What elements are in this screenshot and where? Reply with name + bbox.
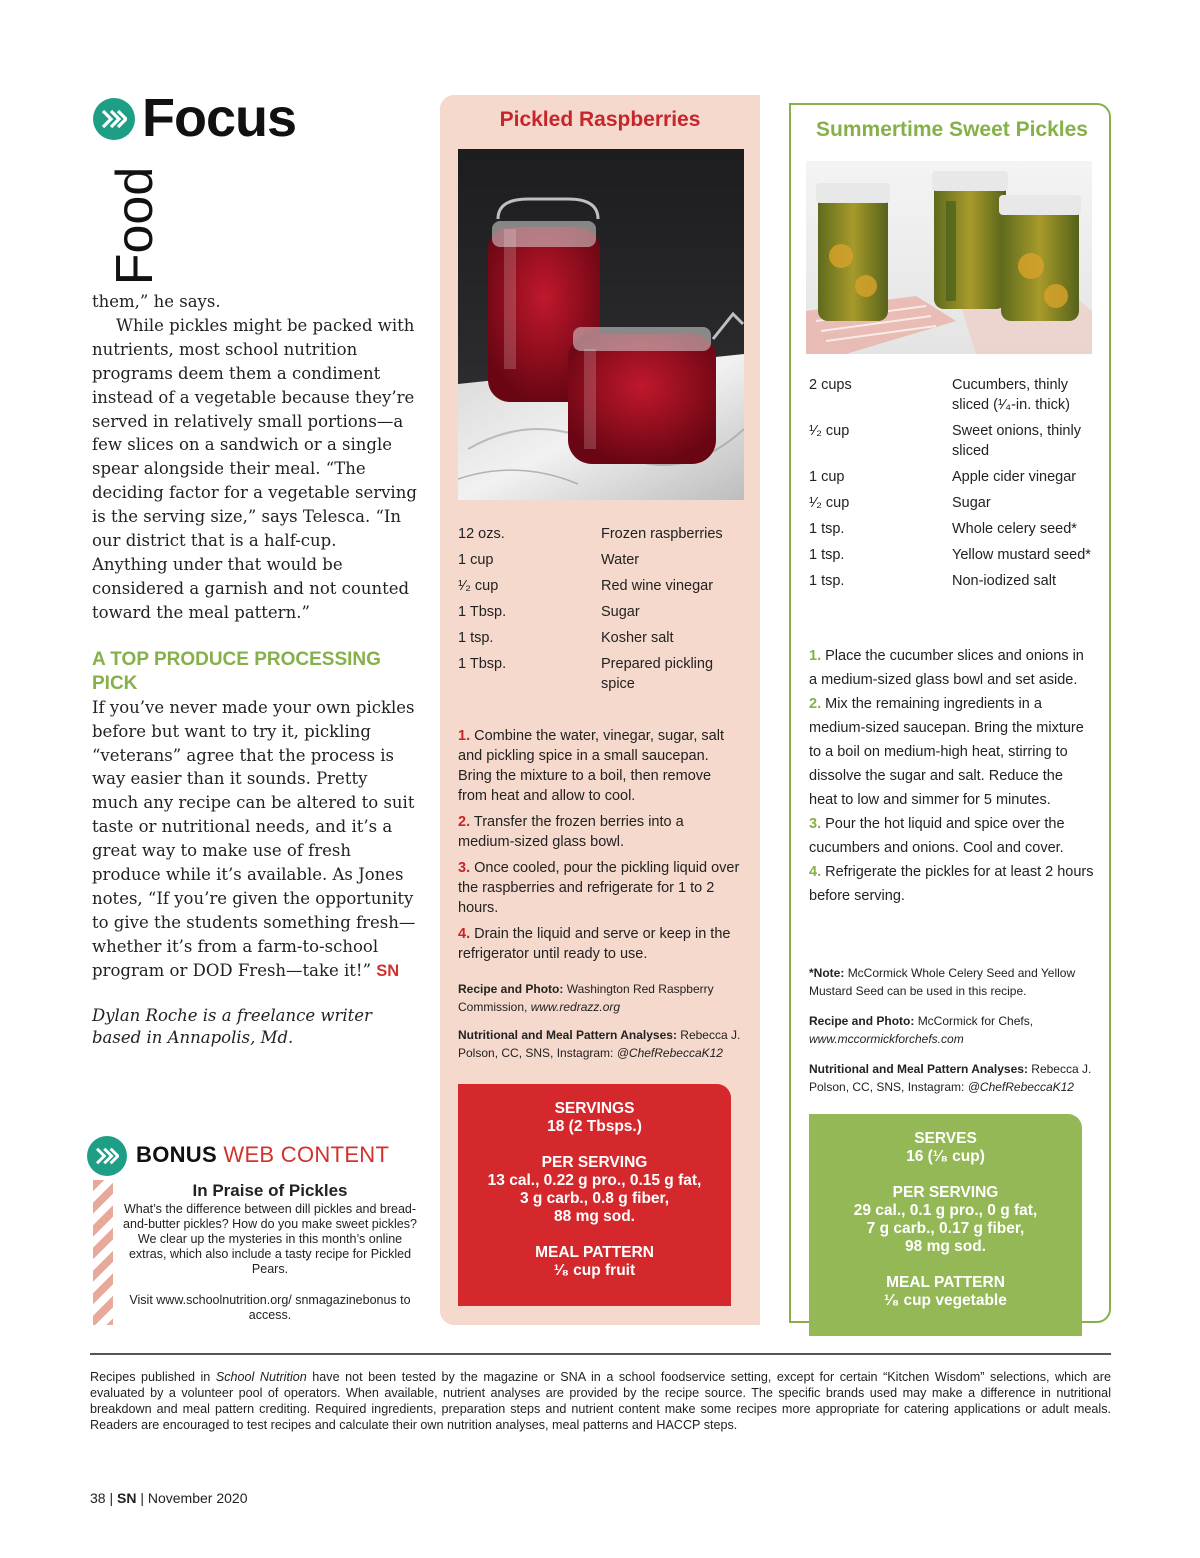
ingredient-name: Frozen raspberries [601, 526, 723, 542]
bonus-description: What’s the difference between dill pickles and bread-and-butter pickles? How do you make sweet pickles? We clear up the mysteries in this month’s online extras, which also include a tasty recipe for Pickled Pears. [123, 1202, 417, 1276]
publication-name: School Nutrition [215, 1370, 307, 1384]
magazine-name: SN [117, 1490, 137, 1506]
ingredient-quantity: 1 tsp. [458, 630, 494, 646]
ingredient-row [809, 493, 1099, 513]
ingredient-row [809, 375, 1099, 415]
ingredient-name: Non-iodized salt [952, 573, 1056, 589]
instagram-handle[interactable]: @ChefRebeccaK12 [616, 1046, 723, 1060]
recipe-title: Pickled Raspberries [499, 108, 701, 131]
subheading: A TOP PRODUCE PROCESSING PICK [92, 648, 381, 694]
ingredient-quantity: 1 tsp. [809, 573, 845, 589]
per-serving-label: PER SERVING [892, 1184, 999, 1201]
step-number: 4. [809, 864, 822, 880]
separator: | [109, 1490, 114, 1506]
note-text: McCormick Whole Celery Seed and Yellow Mustard Seed can be used in this recipe. [809, 966, 1076, 998]
paragraph-text: If you’ve never made your own pickles before but want to try it, pickling “veterans” agree that the process is way easier than it sounds. Pretty much any recipe can be altered to suit taste or nutritional needs, and it’s a great way to make use of fresh produce while it’s available. As Jones notes, “If you’re given the opportunity to give the students something fresh—whether it’s from a farm-to-school program or DOD Fresh—take it!” [92, 697, 416, 980]
ingredient-row [809, 545, 1099, 565]
credit-label: Recipe and Photo: [458, 982, 564, 996]
ingredient-row [458, 602, 748, 622]
analysis-source: Rebecca J. Polson, CC, SNS, Instagram: [809, 1062, 1092, 1094]
meal-pattern-value: ¹⁄₈ cup vegetable [884, 1292, 1007, 1309]
ingredient-row [809, 421, 1099, 461]
servings-label: SERVES [914, 1130, 977, 1147]
paragraph [92, 696, 417, 984]
credit-source: Washington Red Raspberry Commission, [458, 982, 714, 1014]
ingredient-quantity: ¹⁄₂ cup [809, 423, 850, 439]
analysis-credit [809, 1060, 1099, 1096]
ingredient-name: Cucumbers, thinly sliced (¹⁄₄-in. thick) [952, 377, 1070, 413]
bonus-link[interactable]: Visit www.schoolnutrition.org/ snmagazinebonus to access. [129, 1293, 411, 1322]
page-folio [90, 1490, 248, 1506]
page-number: 38 [90, 1490, 106, 1506]
step-text: Mix the remaining ingredients in a medium-sized saucepan. Bring the mixture to a boil on medium-high heat, stirring to dissolve the sugar and salt. Reduce the heat to low and simmer for 5 minutes. [809, 696, 1084, 808]
instagram-handle[interactable]: @ChefRebeccaK12 [967, 1080, 1074, 1094]
meal-pattern-label: MEAL PATTERN [535, 1244, 654, 1261]
chevron-right-icon [87, 1136, 127, 1176]
ingredient-name: Sugar [952, 495, 991, 511]
nutrition-box [458, 1084, 731, 1306]
credit-url[interactable]: www.redrazz.org [530, 1000, 621, 1014]
per-serving-line: 88 mg sod. [554, 1208, 635, 1225]
analysis-source: Rebecca J. Polson, CC, SNS, Instagram: [458, 1028, 741, 1060]
per-serving-line: 7 g carb., 0.17 g fiber, [866, 1220, 1025, 1237]
end-mark: SN [376, 961, 400, 980]
recipe-step [809, 692, 1094, 812]
recipe-step [458, 858, 744, 918]
issue-date: November 2020 [147, 1490, 248, 1506]
credit-url[interactable]: www.mccormickforchefs.com [809, 1032, 964, 1046]
ingredient-name: Water [601, 552, 640, 568]
recipe-steps [809, 644, 1094, 908]
disclaimer-text: Recipes published in [90, 1370, 216, 1384]
bonus-label-sub: WEB CONTENT [223, 1142, 390, 1167]
ingredient-row [458, 654, 748, 694]
recipe-credits [809, 964, 1099, 1108]
step-text: Place the cucumber slices and onions in a medium-sized glass bowl and set aside. [809, 648, 1084, 688]
ingredient-row [458, 524, 748, 544]
step-number: 2. [458, 814, 471, 830]
per-serving-line: 13 cal., 0.22 g pro., 0.15 g fat, [487, 1172, 702, 1189]
credit-label: Recipe and Photo: [809, 1014, 915, 1028]
recipe-step [458, 726, 744, 806]
bonus-article-title: In Praise of Pickles [192, 1181, 348, 1200]
recipe-title: Summertime Sweet Pickles [816, 118, 1088, 141]
step-text: Transfer the frozen berries into a medium-sized glass bowl. [458, 814, 684, 850]
ingredient-name: Whole celery seed* [952, 521, 1077, 537]
meal-pattern-value: ¹⁄₈ cup fruit [553, 1262, 636, 1279]
servings-value: 16 (¹⁄₈ cup) [906, 1148, 985, 1165]
ingredient-quantity: 1 Tbsp. [458, 656, 507, 672]
photo-credit [809, 1012, 1099, 1048]
disclaimer-text: have not been tested by the magazine or SNA in a school foodservice setting, except for certain “Kitchen Wisdom” selections, which are evaluated by a volunteer pool of operators. When available, nutrient analyses are provided by the recipe source. The specific brands used may make a difference in nutritional breakdown and meal pattern crediting. Required ingredients, preparation steps and nutrient content make some recipes more appropriate for catering applications or adult meals. Readers are encouraged to test recipes and calculate their own nutrition analyses, meal patterns and HACCP steps. [90, 1370, 1111, 1432]
paragraph: them,” he says. [92, 292, 221, 311]
step-text: Combine the water, vinegar, sugar, salt and pickling spice in a small saucepan. Bring the mixture to a boil, then remove from heat and allow to cool. [458, 728, 724, 804]
note-label: *Note: [809, 966, 845, 980]
ingredient-row [458, 576, 748, 596]
servings-label: SERVINGS [554, 1100, 635, 1117]
ingredient-quantity: 2 cups [809, 377, 852, 393]
step-text: Refrigerate the pickles for at least 2 hours before serving. [809, 864, 1094, 904]
bonus-content [120, 1180, 420, 1323]
ingredient-name: Prepared pickling spice [601, 656, 714, 692]
ingredient-quantity: 1 Tbsp. [458, 604, 507, 620]
recipe-photo-raspberries [458, 149, 744, 500]
step-number: 1. [458, 728, 471, 744]
step-text: Pour the hot liquid and spice over the cucumbers and onions. Cool and cover. [809, 816, 1065, 856]
ingredient-row [458, 628, 748, 648]
chevron-right-icon [93, 98, 135, 140]
section-title-focus: Focus [142, 88, 297, 148]
per-serving-line: 3 g carb., 0.8 g fiber, [519, 1190, 670, 1207]
ingredient-name: Red wine vinegar [601, 578, 714, 594]
step-number: 2. [809, 696, 822, 712]
ingredient-quantity: 1 tsp. [809, 521, 845, 537]
ingredient-name: Sugar [601, 604, 640, 620]
divider [90, 1353, 1111, 1355]
recipe-step [809, 860, 1094, 908]
ingredient-quantity: ¹⁄₂ cup [458, 578, 499, 594]
ingredient-quantity: 1 tsp. [809, 547, 845, 563]
photo-credit [458, 980, 748, 1016]
ingredient-name: Sweet onions, thinly sliced [952, 423, 1081, 459]
credit-source: McCormick for Chefs, [917, 1014, 1034, 1028]
recipe-note [809, 964, 1099, 1000]
servings-value: 18 (2 Tbsps.) [547, 1118, 642, 1135]
section-title-food: Food [106, 166, 164, 286]
disclaimer [90, 1369, 1111, 1433]
per-serving-line: 29 cal., 0.1 g pro., 0 g fat, [853, 1202, 1038, 1219]
ingredient-list [458, 524, 748, 700]
recipe-step [809, 812, 1094, 860]
ingredient-name: Yellow mustard seed* [952, 547, 1091, 563]
ingredient-list [809, 375, 1099, 597]
recipe-step [809, 644, 1094, 692]
bonus-label: BONUS [136, 1142, 217, 1167]
per-serving-label: PER SERVING [541, 1154, 648, 1171]
recipe-credits [458, 980, 748, 1072]
step-text: Drain the liquid and serve or keep in the refrigerator until ready to use. [458, 926, 731, 962]
step-number: 3. [809, 816, 822, 832]
analysis-credit [458, 1026, 748, 1062]
byline: Dylan Roche is a freelance writer based in Annapolis, Md. [92, 1005, 372, 1047]
ingredient-row [809, 571, 1099, 591]
ingredient-name: Apple cider vinegar [952, 469, 1077, 485]
ingredient-quantity: 12 ozs. [458, 526, 505, 542]
ingredient-row [809, 467, 1099, 487]
step-number: 3. [458, 860, 471, 876]
paragraph: While pickles might be packed with nutrients, most school nutrition programs deem them a condiment instead of a vegetable because they’re served in relatively small portions—a few slices on a sandwich or a single spear alongside their meal. “The deciding factor for a vegetable serving is the serving size,” says Telesca. “In our district that is a half-cup. Anything under that would be considered a garnish and not counted toward the meal pattern.” [92, 315, 417, 622]
ingredient-row [458, 550, 748, 570]
separator: | [140, 1490, 144, 1506]
ingredient-quantity: ¹⁄₂ cup [809, 495, 850, 511]
recipe-steps [458, 726, 744, 970]
analysis-label: Nutritional and Meal Pattern Analyses: [458, 1028, 677, 1042]
step-number: 1. [809, 648, 822, 664]
article-body [92, 290, 417, 1049]
meal-pattern-label: MEAL PATTERN [886, 1274, 1005, 1291]
ingredient-row [809, 519, 1099, 539]
recipe-step [458, 812, 744, 852]
ingredient-quantity: 1 cup [809, 469, 845, 485]
ingredient-quantity: 1 cup [458, 552, 494, 568]
recipe-photo-pickles [806, 161, 1092, 354]
recipe-step [458, 924, 744, 964]
step-text: Once cooled, pour the pickling liquid over the raspberries and refrigerate for 1 to 2 hours. [458, 860, 740, 916]
ingredient-name: Kosher salt [601, 630, 674, 646]
nutrition-box [809, 1114, 1082, 1336]
bonus-heading [136, 1142, 389, 1168]
decorative-stripe [93, 1180, 113, 1325]
step-number: 4. [458, 926, 471, 942]
per-serving-line: 98 mg sod. [905, 1238, 986, 1255]
analysis-label: Nutritional and Meal Pattern Analyses: [809, 1062, 1028, 1076]
